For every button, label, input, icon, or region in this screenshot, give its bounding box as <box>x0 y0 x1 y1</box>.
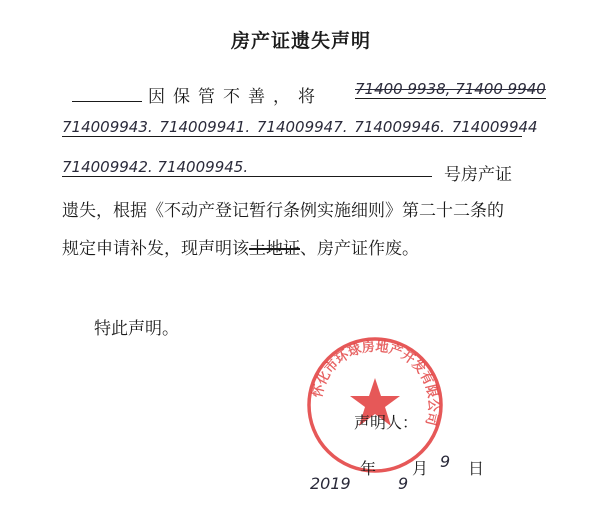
certificate-suffix: 号房产证 <box>444 165 512 185</box>
statement-line-1 <box>72 82 323 107</box>
statement-line-5 <box>62 234 419 259</box>
line1-prefix: 因保管不善，将 <box>148 87 323 107</box>
struck-land-certificate: 土地证 <box>249 239 300 259</box>
handwritten-cert-numbers-3: 714009942. 714009945. <box>62 158 432 177</box>
line5-text-before: 规定申请补发，现声明该 <box>62 239 249 259</box>
handwritten-date-month: 9 <box>398 474 409 493</box>
date-year-label: 年 <box>360 459 377 478</box>
handwritten-date-day: 9 <box>440 452 451 471</box>
seal-text: 怀化市环球房地产开发有限公司 <box>310 339 441 427</box>
document-title: 房产证遗失声明 <box>230 30 371 52</box>
date-month-label: 月 <box>412 459 429 478</box>
handwritten-cert-numbers-1: 71400 9938, 71400 9940 <box>355 80 546 98</box>
company-seal <box>304 334 446 476</box>
name-blank <box>72 87 142 102</box>
statement-line-4: 遗失，根据《不动产登记暂行条例实施细则》第二十二条的 <box>62 201 504 221</box>
handwritten-cert-numbers-2: 714009943. 714009941. 714009947. 714009946. 714009944 <box>62 118 538 136</box>
date-day-label: 日 <box>468 459 485 478</box>
declarant-label: 声明人： <box>354 413 419 432</box>
line5-text-after: 、房产证作废。 <box>300 239 419 259</box>
handwritten-date-year: 2019 <box>310 474 351 493</box>
special-statement: 特此声明。 <box>94 319 179 339</box>
